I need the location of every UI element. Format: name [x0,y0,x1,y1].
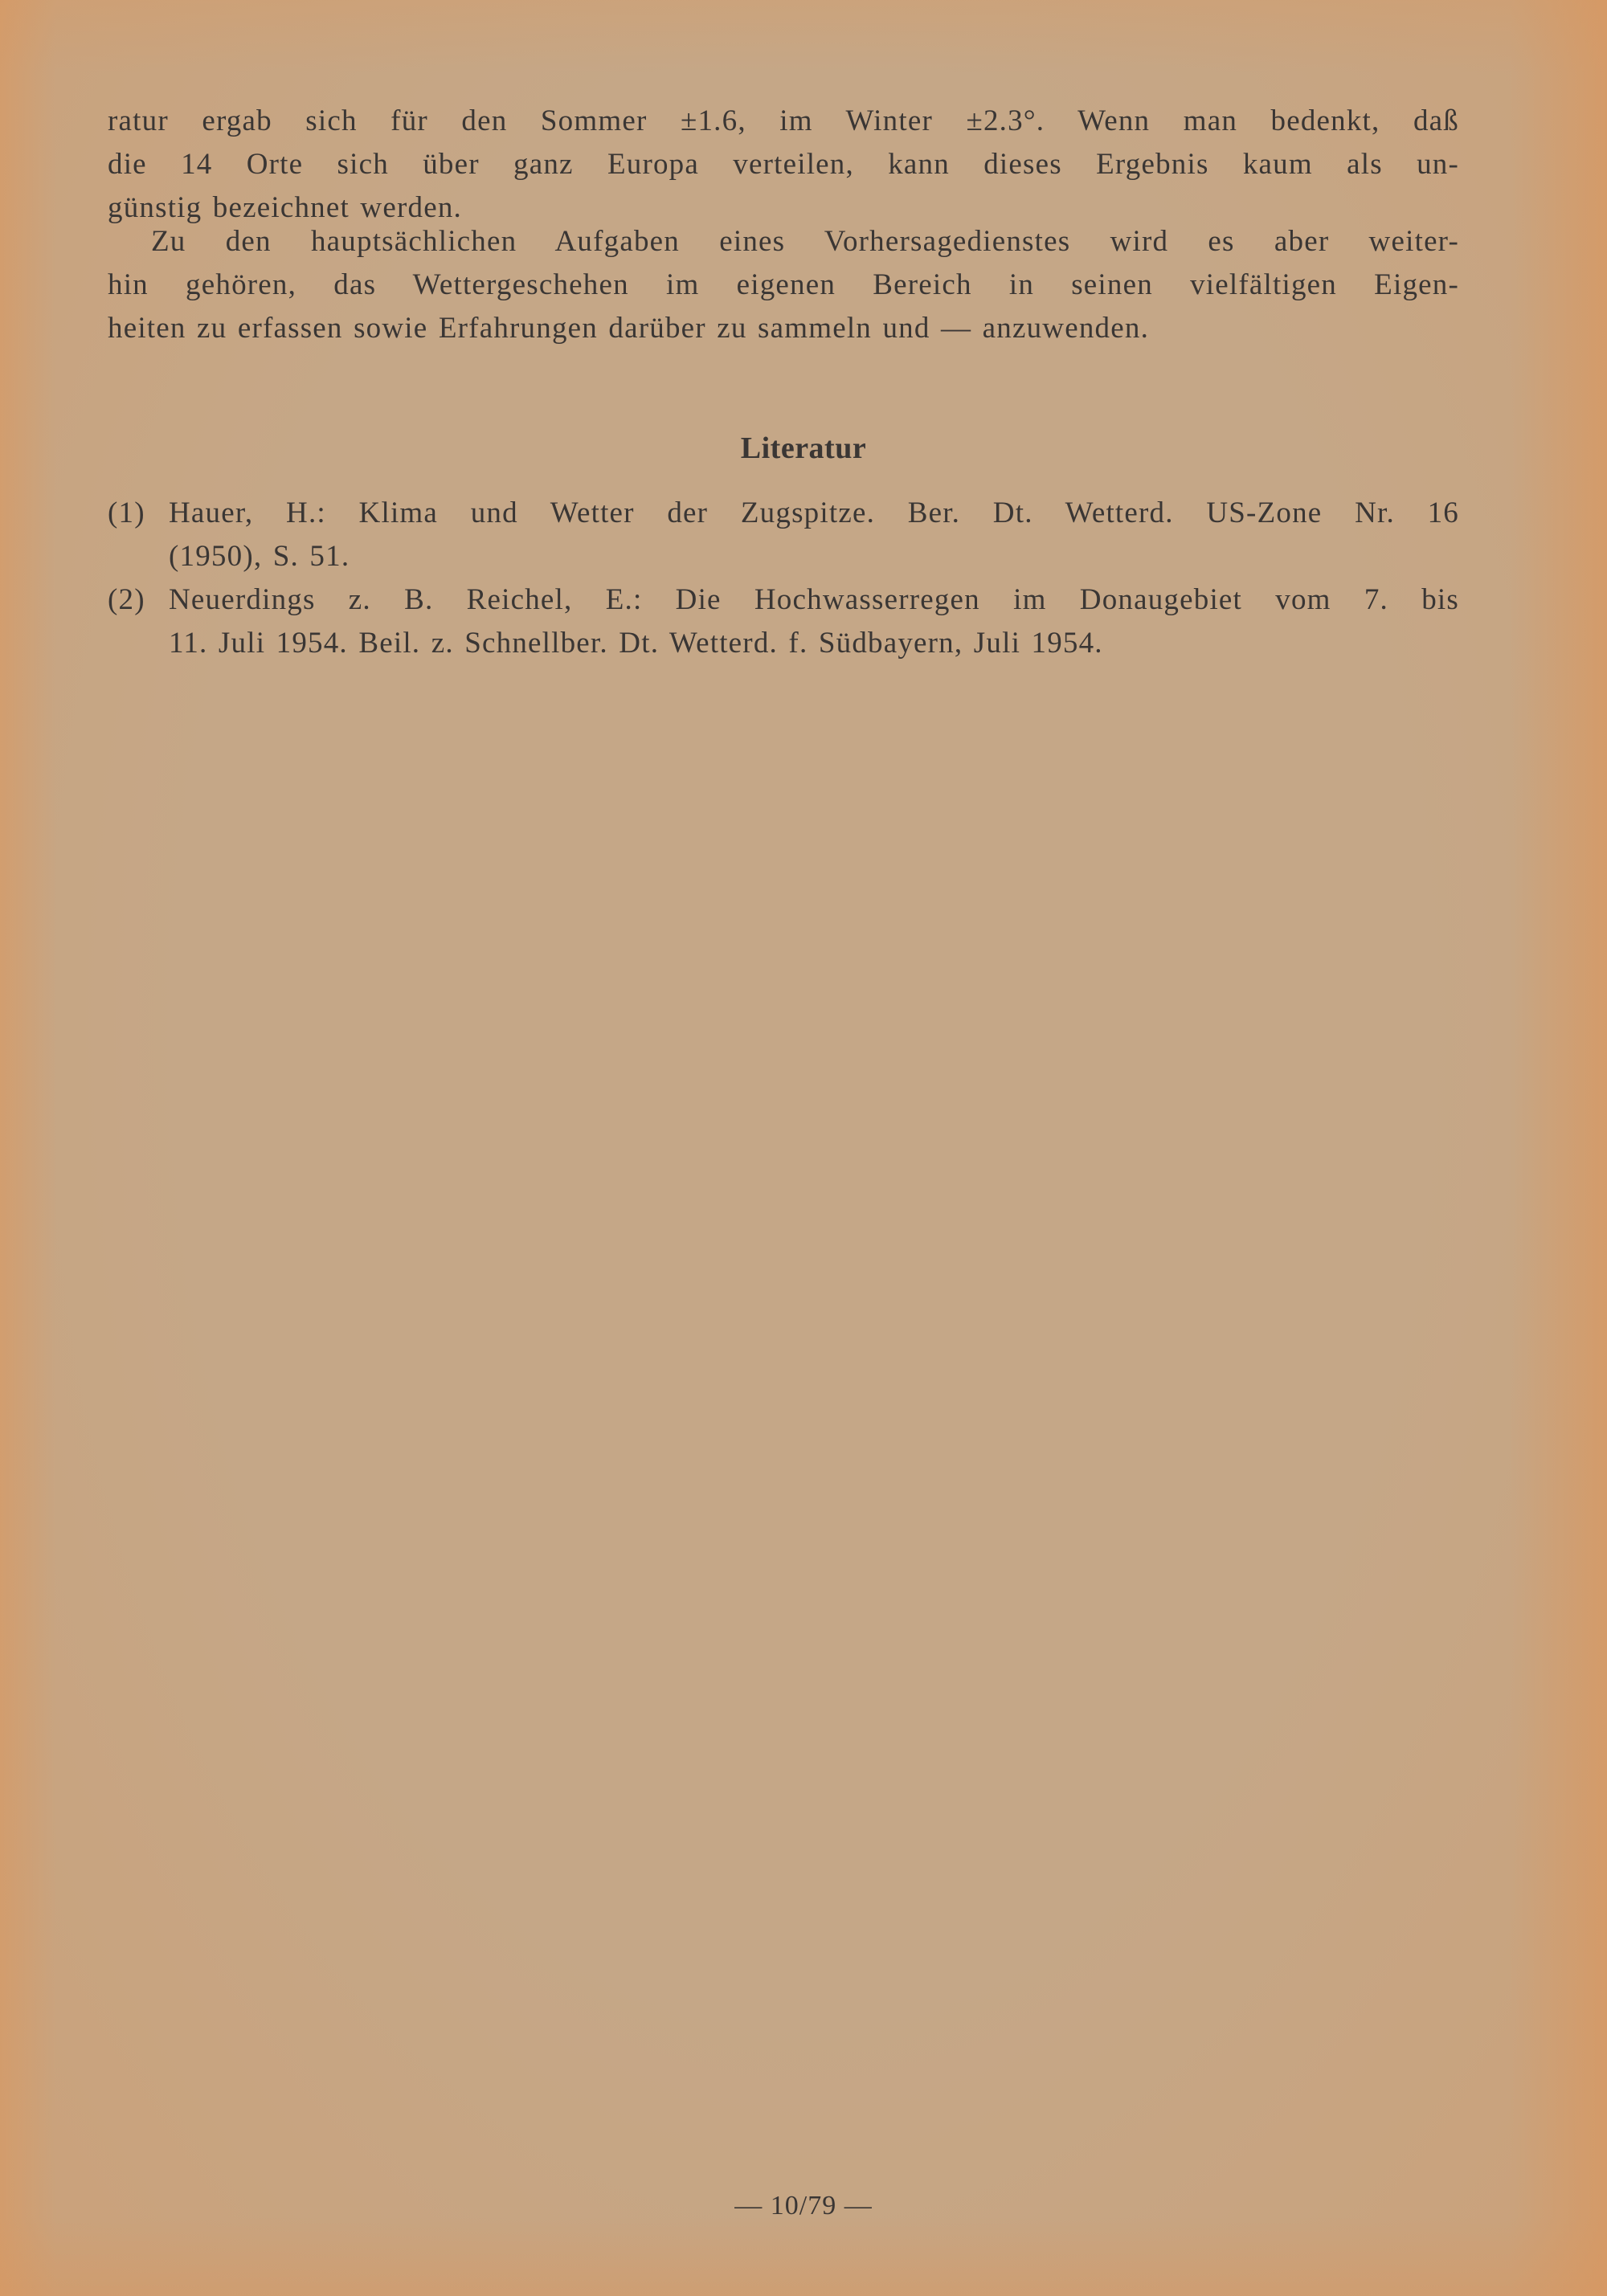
literature-heading: Literatur [740,431,867,465]
paragraph-line: Zu den hauptsächlichen Aufgaben eines Vorhersagedienstes wird es aber weiter- [151,225,1459,258]
reference-number: (1) [108,496,145,529]
page-number: — 10/79 — [734,2191,873,2220]
reference-2 [108,578,1459,665]
paragraph-1 [108,100,1459,230]
reference-1 [108,492,1459,578]
reference-line: Hauer, H.: Klima und Wetter der Zugspitze. Ber. Dt. Wetterd. US-Zone Nr. 16 [169,496,1459,529]
paragraph-line: hin gehören, das Wettergeschehen im eigenen Bereich in seinen vielfältigen Eigen- [108,268,1459,301]
reference-line: Neuerdings z. B. Reichel, E.: Die Hochwasserregen im Donaugebiet vom 7. bis [169,583,1459,616]
paragraph-line: ratur ergab sich für den Sommer ±1.6, im Winter ±2.3°. Wenn man bedenkt, daß [108,104,1459,137]
reference-line: 11. Juli 1954. Beil. z. Schnellber. Dt. Wetterd. f. Südbayern, Juli 1954. [169,627,1103,660]
paragraph-2 [108,220,1459,350]
paragraph-line: die 14 Orte sich über ganz Europa verteilen, kann dieses Ergebnis kaum als un- [108,148,1459,181]
paragraph-line: heiten zu erfassen sowie Erfahrungen darüber zu sammeln und — anzuwenden. [108,312,1150,345]
paragraph-line: günstig bezeichnet werden. [108,191,462,224]
reference-number: (2) [108,583,145,616]
reference-body [169,578,1459,665]
reference-body [169,492,1459,578]
reference-line: (1950), S. 51. [169,540,350,573]
